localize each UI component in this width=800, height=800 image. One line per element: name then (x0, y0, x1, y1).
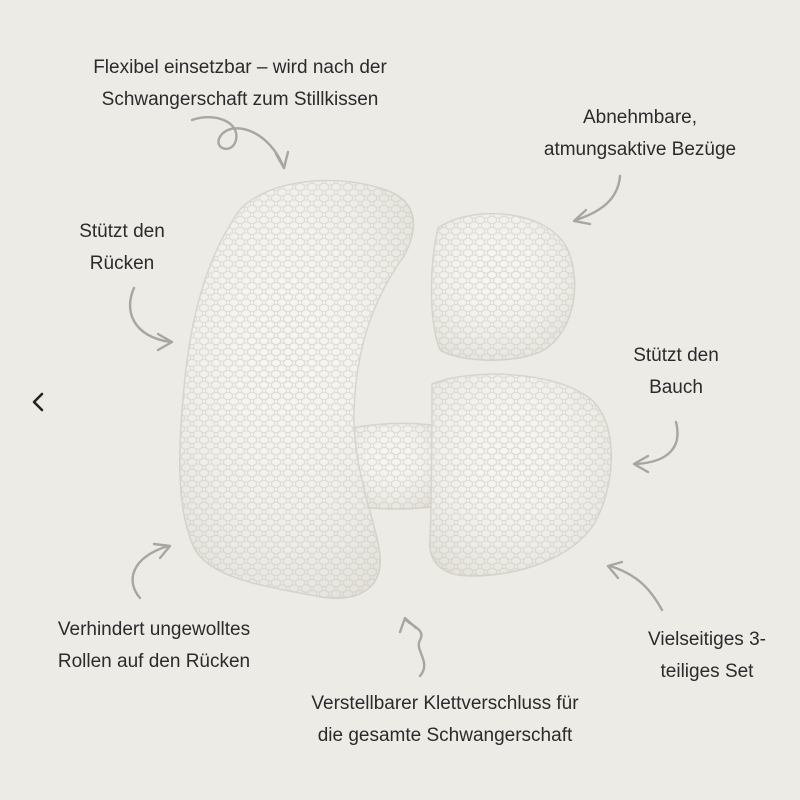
belly-pillow (430, 374, 612, 576)
feature-label-covers: Abnehmbare, atmungsaktive Bezüge (543, 107, 737, 160)
small-pillow (432, 214, 575, 361)
back-pillow (180, 180, 414, 598)
arrow-icon (130, 288, 172, 350)
arrow-icon (634, 422, 677, 472)
previous-image-button[interactable] (24, 386, 52, 418)
feature-label-flexible: Flexibel einsetzbar – wird nach der Schwangerschaft zum Stillkissen (93, 57, 387, 110)
arrow-icon (574, 176, 620, 224)
arrow-icon (400, 618, 424, 676)
arrow-icon (192, 117, 288, 168)
feature-label-velcro: Verstellbarer Klettverschluss für die gesamte Schwangerschaft (311, 693, 579, 746)
arrow-icon (608, 562, 662, 610)
arrow-icon (133, 544, 170, 598)
chevron-left-icon (31, 391, 45, 413)
feature-label-belly-support: Stützt den Bauch (633, 345, 719, 398)
feature-label-three-piece: Vielseitiges 3- teiliges Set (648, 629, 766, 682)
feature-label-back-support: Stützt den Rücken (79, 221, 165, 274)
feature-label-prevent-roll: Verhindert ungewolltes Rollen auf den Rücken (57, 619, 251, 672)
